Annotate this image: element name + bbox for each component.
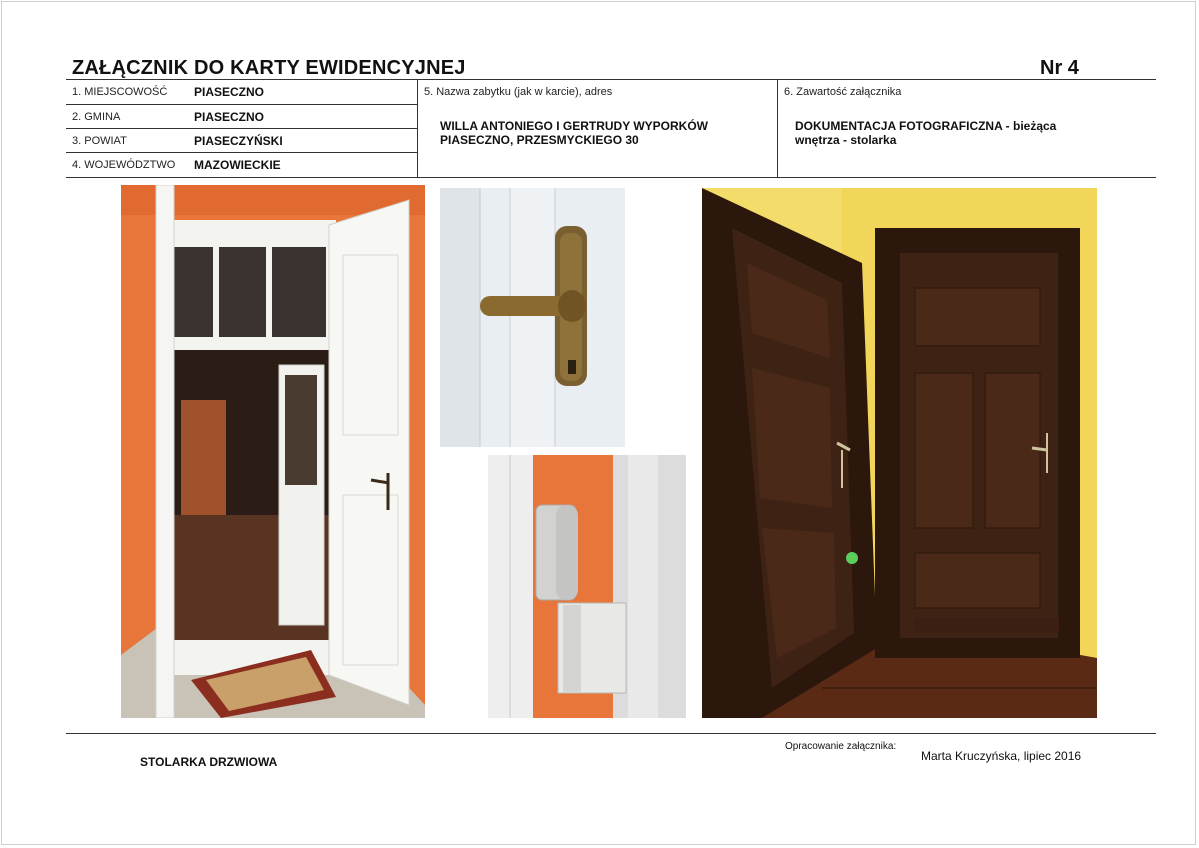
photo-white-door [121,185,425,718]
divider-col-1 [417,79,418,178]
footer-caption: STOLARKA DRZWIOWA [140,755,278,769]
label-monument: 5. Nazwa zabytku (jak w karcie), adres [424,86,613,98]
monument-address: PIASECZNO, PRZESMYCKIEGO 30 [440,133,639,147]
label-wojewodztwo: 4. WOJEWÓDZTWO [72,159,176,171]
photo-dark-wood-doors [702,188,1097,718]
header-bottom-rule [66,177,1156,178]
contents-description [795,119,1056,147]
label-miejscowosc: 1. MIEJSCOWOŚĆ [72,86,168,98]
prepared-by-author: Marta Kruczyńska, lipiec 2016 [921,749,1082,763]
row-rule-1 [66,104,417,105]
label-contents: 6. Zawartość załącznika [784,86,902,98]
contents-line2: wnętrza - stolarka [795,133,897,147]
row-rule-3 [66,152,417,153]
photo-door-handle [440,188,625,447]
document-title: ZAŁĄCZNIK DO KARTY EWIDENCYJNEJ [72,57,466,79]
label-gmina: 2. GMINA [72,111,121,123]
monument-name [440,119,708,147]
photo-door-hinge [488,455,686,718]
footer-top-rule [66,733,1156,734]
monument-name-line1: WILLA ANTONIEGO I GERTRUDY WYPORKÓW [440,119,708,133]
header-top-rule [66,79,1156,80]
value-gmina: PIASECZNO [194,110,265,124]
row-rule-2 [66,128,417,129]
value-miejscowosc: PIASECZNO [194,85,265,99]
label-powiat: 3. POWIAT [72,135,127,147]
value-wojewodztwo: MAZOWIECKIE [194,158,281,172]
prepared-by-label: Opracowanie załącznika: [785,741,897,752]
contents-line1: DOKUMENTACJA FOTOGRAFICZNA - bieżąca [795,119,1057,133]
document-number: Nr 4 [1040,57,1079,79]
value-powiat: PIASECZYŃSKI [194,134,283,148]
divider-col-2 [777,79,778,178]
